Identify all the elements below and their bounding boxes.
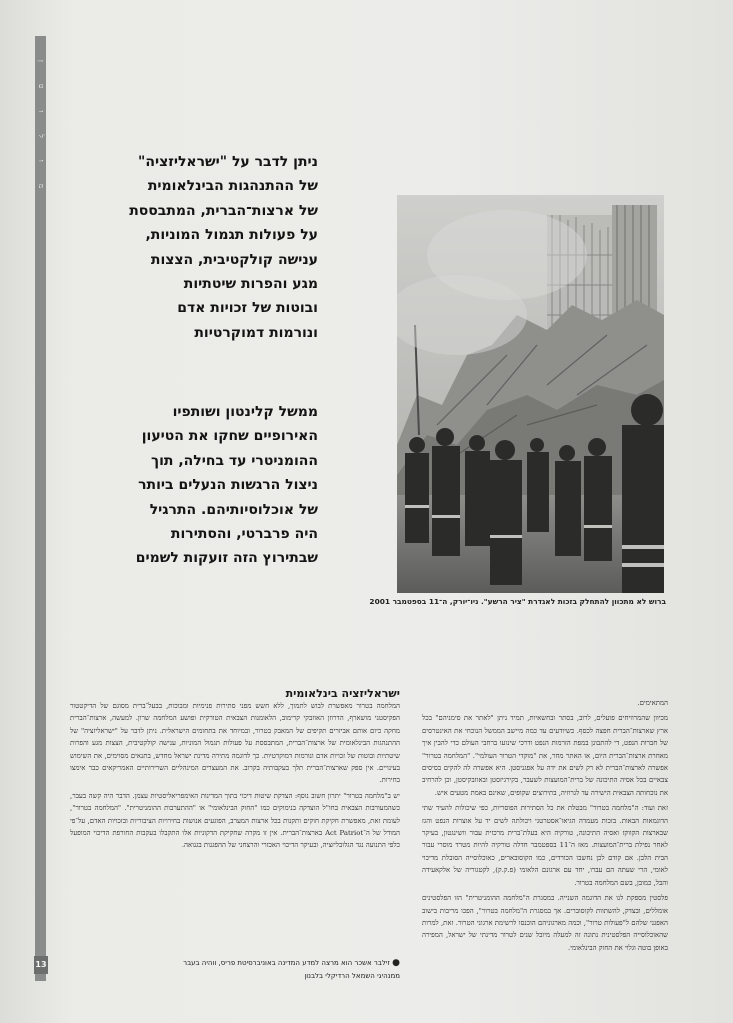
article-column-left — [70, 700, 400, 855]
pull-quote-line: של ההתנהגות הבינלאומית — [147, 178, 318, 195]
pull-quote-line: שבתירוץ הזה זועקות לשמים — [135, 550, 318, 567]
article-paragraph: המלחמה בטרור מאפשרת לבוש לתמוך, ללא חשש מפני סתירות פנימיות ומבוכות, בבעל־ברית מסוגם של הדיקטטור הפקיסטני מושארף, הדרוזן האוזבקי קרימוב, הלאומנות הצבאית הטורקית ופושע המלחמה שרון. למעשה, ארצות־הברית מחקה כיום אותם אביזרים תקיפים של המאבק בטרור, ובמיוחד את בתחומים הישראלית. ניתן לדבר על "ישראליזציה" של ההתנהגות הבינלאומית של ארצות־הברית, המתבססת על פעולות תגמול המוניות, ענישה קולקטיבית, הצצות מגע והפרות שיטתיות ובוטות של זכויות אדם ונורמות דמוקרטיות. כך לדוגמה מתירה מדינת ישראל מחדש, בתנאים מסוימים, את השימוש בעינויים. אין ספק שארצות־הברית תלך בעקבותיה בקרוב. את המעצרים המינהליים השרירותיים האמריקאים כבר אימצו בחירות. — [70, 702, 400, 785]
section-heading: ישראליזציה בינלאומית — [285, 687, 400, 700]
pull-quote-line: על פעולות תגמול המוניות, — [145, 227, 318, 244]
footnote-line: ממנהיגי השמאל הרדיקלי בלבנון — [304, 972, 400, 980]
pull-quote-line: של אוכלוסיותיהם. התרגיל — [149, 501, 318, 518]
pull-quote-1 — [80, 150, 318, 345]
pull-quote-line: ניתן לדבר על "ישראליזציה" — [138, 154, 318, 170]
author-footnote — [70, 957, 400, 983]
pull-quote-line: האירופיים שחקו את הטיעון — [141, 428, 318, 445]
photo-illustration — [397, 195, 664, 593]
footnote-text: זילבר אשכר הוא מרצה למדע המדינה באוניברסיטת פריס, ווהיה בעבר — [183, 959, 390, 967]
article-paragraph: מכיוון שהמרוויחים פועלים, לרוב, בסתר ובחשאיות, תמיד ניתן "לאתר את סימניהם" בכל ארץ שארצות־הברית חפצה לכסף. כשיודעים עד כמה מיישב הממשל הנוכחי את האינטרסים של חברות הנפט, די להתבונן במפת הזרמות הנפט ודרכי שינועו ברחבי העולם כדי להבין איך מאחרת ארצות־הברית היום, או האתר מחר, את "מוקדי הטרור העולמי". "המלחמה בטרור" אפשרה לארצות־הברית לא רק לשים את ידה על אפגניסטן. היא אפשרה לה להקים בסיסים צבאיים בכל אסיה התיכונה של ברית־המועצות לשעבר, בקירגיזסטן ובאוזבקיסטן, וכן להרחיב את נוכחותה הצבאית הישירה עד לגרוזיה, בתירוצים שקופים, שאינם באמת מטעים איש. — [422, 714, 668, 797]
spine-label: מ ו ל ו ט ן — [37, 60, 45, 198]
pull-quote-line: של ארצות־הברית, המתבססת — [129, 202, 318, 219]
photo-caption: ברוש לא מתכוון להתחלק בזכות לאגדרת "ציר הרשע". ניו־יורק, ה־11 בספטמבר 2001 — [369, 597, 666, 606]
article-paragraph: זאת ועוד: ה"מלחמה בטרור" מבטלת את כל הסתירות הפוסריות, כפי שיכולות להעיד שתי הדוגמאות הבאות. בזכות מעמדה הגיאו־אסטרטגי ויכולתה לשים יד על אוצרות הנפט והגז שבארצות הקווקז ואסיה התיכונה, טורקיה היא בעלת־ברית מרכזית עבור וושינגטון, בעיקר לאחר נפילת ברית־המועצות. מאז ה־11 בספטמבר חדלה טורקיה להיות מטרד מוסרי עבור הבית הלבן. אם קודם לכן נחשבו הכורדים, כמו הקוסובארים, כאוכלוסייה הסובלת מדיכוי לאומי, הרי שעתה הם עברו, יחד עם ארגונם הלאומי (פ.ק.ק), לקטגוריה של אלקאעידה והבל, כמובן, בשם המלחמה בטרור. — [422, 804, 668, 887]
pull-quote-line: ההומניטרי עד בחילה, תוך — [150, 452, 318, 469]
pull-quote-line: מגע והפרות שיטתיות — [183, 276, 318, 293]
footnote-line — [70, 957, 400, 970]
article-paragraph: פלסטין מספקת לנו את הדוגמה השנייה. במסגרת ה"מלחמה ההומניטרית" הזו הפלסטינים אומללים, ובצדק, להשתוות לקוסוברים. אך במסגרת ה"מלחמה בטרור", הפכו מריבות בישוב האפגני שלהם ל"פעולות טרור", וכמה מארגוניהם הוכנסו לרשימת ארגוני הטרור. זאת, למרות שהאוכלוסייה הפלסטינית נתונה זה למעלה מיובל שנים לטרור מדינתי של ישראל, המפירה באופן בוטה וגלוי את החוק הבינלאומי. — [422, 894, 668, 952]
pull-quote-line: ענישה קולקטיבית, הצצות — [150, 251, 318, 268]
pull-quote-line: ממשל קלינטון ושותפיו — [172, 404, 318, 420]
pull-quote-2 — [80, 400, 318, 571]
pull-quote-line: היה פרברטי, והסתירות — [170, 526, 318, 543]
page-number: 13 — [34, 956, 48, 974]
article-paragraph: יש ב"מלחמה בטרור" יתרון חשוב נוסף: הצדקת שיטות דיכוי בתוך המדינות האימפריאליסטיות עצמן. הדבר היה קשה בעבר, כשהמעורבות הצבאית בחו"ל הוצדקה בנימוקים כמו "החוק הבינלאומי" או "ההתערבות ההומניטרית". "המלחמה בטרור", לעומת זאת, מאפשרת חקיקת חוקים ותקנות בכל ארצות המערב, הפוגעים אנושות בחירויות הציבוריות ובזכויות האדם, על־פי המודל של ה־Act Patriot בארצות־הברית. אין זו מקרה שחקיקת הדקוניות אלו התקבלו בעקבות החורפת הדיכוי המופעל כלפי התנועה נגד הגלובליזציה, ובעיקר הדיכוי האכזרי והרצחני של ההפגנות בגנואה. — [70, 791, 400, 850]
bullet-icon: ● — [392, 958, 400, 968]
pull-quote-line: ניצול הרגשות הנעלים ביותר — [138, 477, 318, 494]
pull-quote-line: ונורמות דמוקרטיות — [194, 324, 318, 341]
article-column-right — [422, 697, 668, 957]
article-paragraph: המתאימים. — [637, 699, 668, 707]
pull-quote-line: ובוטות של זכויות אדם — [177, 300, 318, 317]
ground-zero-photo — [397, 195, 664, 593]
